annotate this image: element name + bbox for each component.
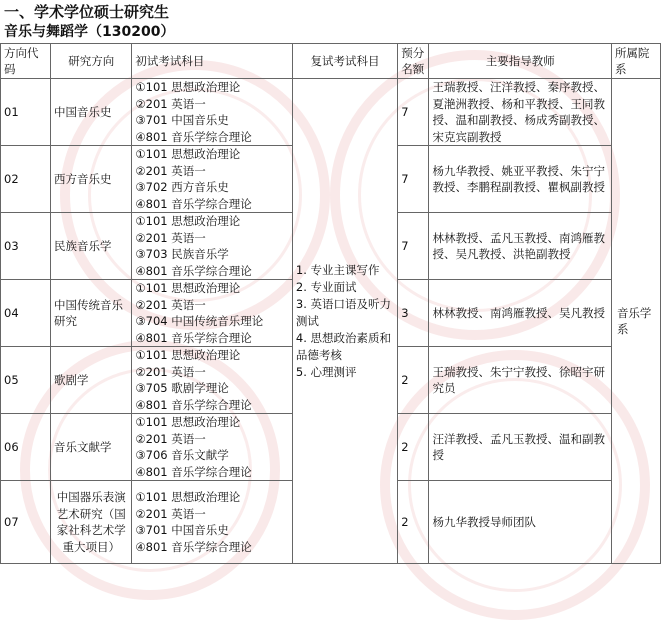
row-subjects <box>132 146 293 213</box>
subject-item: ②201 英语一 <box>135 297 206 312</box>
subject-item: ④801 音乐学综合理论 <box>135 397 252 412</box>
subject-item: ④801 音乐学综合理论 <box>135 539 252 554</box>
row-direction: 民族音乐学 <box>51 213 132 280</box>
row-quota: 7 <box>398 79 429 146</box>
row-quota: 3 <box>398 280 429 347</box>
row-subjects <box>132 481 293 564</box>
subject-item: ④801 音乐学综合理论 <box>135 464 252 479</box>
row-quota: 7 <box>398 213 429 280</box>
subject-item: ④801 音乐学综合理论 <box>135 330 252 345</box>
row-direction: 歌剧学 <box>51 347 132 414</box>
row-direction: 西方音乐史 <box>51 146 132 213</box>
subject-item: ③704 中国传统音乐理论 <box>135 314 264 328</box>
header-retest: 复试考试科目 <box>292 44 397 79</box>
row-supervisors: 杨九华教授、姚亚平教授、朱宁宁教授、李鹏程副教授、瞿枫副教授 <box>429 146 611 213</box>
row-supervisors: 林林教授、南鸿雁教授、吴凡教授 <box>429 280 611 347</box>
section-heading: 一、学术学位硕士研究生 <box>4 3 170 21</box>
subject-item: ②201 英语一 <box>135 163 206 178</box>
row-direction: 中国音乐史 <box>51 79 132 146</box>
admissions-table <box>0 43 661 564</box>
subject-item: ③701 中国音乐史 <box>135 523 229 537</box>
subject-item: ①101 思想政治理论 <box>135 147 241 161</box>
row-subjects <box>132 347 293 414</box>
subject-item: ①101 思想政治理论 <box>135 348 241 362</box>
row-code: 02 <box>1 146 51 213</box>
row-quota: 2 <box>398 414 429 481</box>
row-code: 03 <box>1 213 51 280</box>
row-quota: 7 <box>398 146 429 213</box>
subject-item: ②201 英语一 <box>135 96 206 111</box>
header-code: 方向代码 <box>1 44 51 79</box>
subject-item: ②201 英语一 <box>135 364 206 379</box>
retest-item: 5. 心理测评 <box>295 364 357 379</box>
subject-item: ④801 音乐学综合理论 <box>135 129 252 144</box>
row-supervisors: 王瑞教授、汪洋教授、秦序教授、夏滟洲教授、杨和平教授、王同教授、温和副教授、杨成秀副教授、宋克宾副教授 <box>429 79 611 146</box>
retest-subjects <box>292 79 397 564</box>
header-supervisors: 主要指导教师 <box>429 44 611 79</box>
table-row <box>1 79 661 146</box>
subject-item: ②201 英语一 <box>135 431 206 446</box>
department-cell: 音乐学系 <box>611 79 660 564</box>
row-direction: 音乐文献学 <box>51 414 132 481</box>
row-supervisors: 杨九华教授导师团队 <box>429 481 611 564</box>
row-direction: 中国器乐表演艺术研究（国家社科艺术学重大项目） <box>51 481 132 564</box>
subject-item: ①101 思想政治理论 <box>135 80 241 94</box>
row-subjects <box>132 414 293 481</box>
subject-item: ①101 思想政治理论 <box>135 214 241 228</box>
row-code: 07 <box>1 481 51 564</box>
retest-item: 3. 英语口语及听力测试 <box>295 296 392 328</box>
header-quota: 预分名额 <box>398 44 429 79</box>
row-code: 04 <box>1 280 51 347</box>
row-subjects <box>132 79 293 146</box>
retest-item: 1. 专业主课写作 <box>295 262 380 277</box>
row-subjects <box>132 280 293 347</box>
row-quota: 2 <box>398 481 429 564</box>
subject-item: ④801 音乐学综合理论 <box>135 196 252 211</box>
row-code: 06 <box>1 414 51 481</box>
retest-item: 4. 思想政治素质和品德考核 <box>295 330 392 362</box>
subject-item: ④801 音乐学综合理论 <box>135 263 252 278</box>
row-code: 01 <box>1 79 51 146</box>
row-subjects <box>132 213 293 280</box>
row-quota: 2 <box>398 347 429 414</box>
header-direction: 研究方向 <box>51 44 132 79</box>
subject-item: ③706 音乐文献学 <box>135 448 229 462</box>
retest-item: 2. 专业面试 <box>295 279 357 294</box>
subject-item: ①101 思想政治理论 <box>135 415 241 429</box>
subject-item: ③702 西方音乐史 <box>135 180 229 194</box>
subject-item: ③701 中国音乐史 <box>135 113 229 127</box>
row-supervisors: 王瑞教授、朱宁宁教授、徐昭宇研究员 <box>429 347 611 414</box>
row-direction: 中国传统音乐研究 <box>51 280 132 347</box>
subject-item: ②201 英语一 <box>135 506 206 521</box>
header-subjects: 初试考试科目 <box>132 44 293 79</box>
subject-item: ③705 歌剧学理论 <box>135 381 229 395</box>
subject-item: ①101 思想政治理论 <box>135 281 241 295</box>
row-supervisors: 汪洋教授、孟凡玉教授、温和副教授 <box>429 414 611 481</box>
program-title: 音乐与舞蹈学（130200） <box>4 24 175 40</box>
table-header-row <box>1 44 661 79</box>
subject-item: ①101 思想政治理论 <box>135 490 241 504</box>
header-dept: 所属院系 <box>611 44 660 79</box>
subject-item: ③703 民族音乐学 <box>135 247 229 261</box>
row-code: 05 <box>1 347 51 414</box>
row-supervisors: 林林教授、孟凡玉教授、南鸿雁教授、吴凡教授、洪艳副教授 <box>429 213 611 280</box>
subject-item: ②201 英语一 <box>135 230 206 245</box>
